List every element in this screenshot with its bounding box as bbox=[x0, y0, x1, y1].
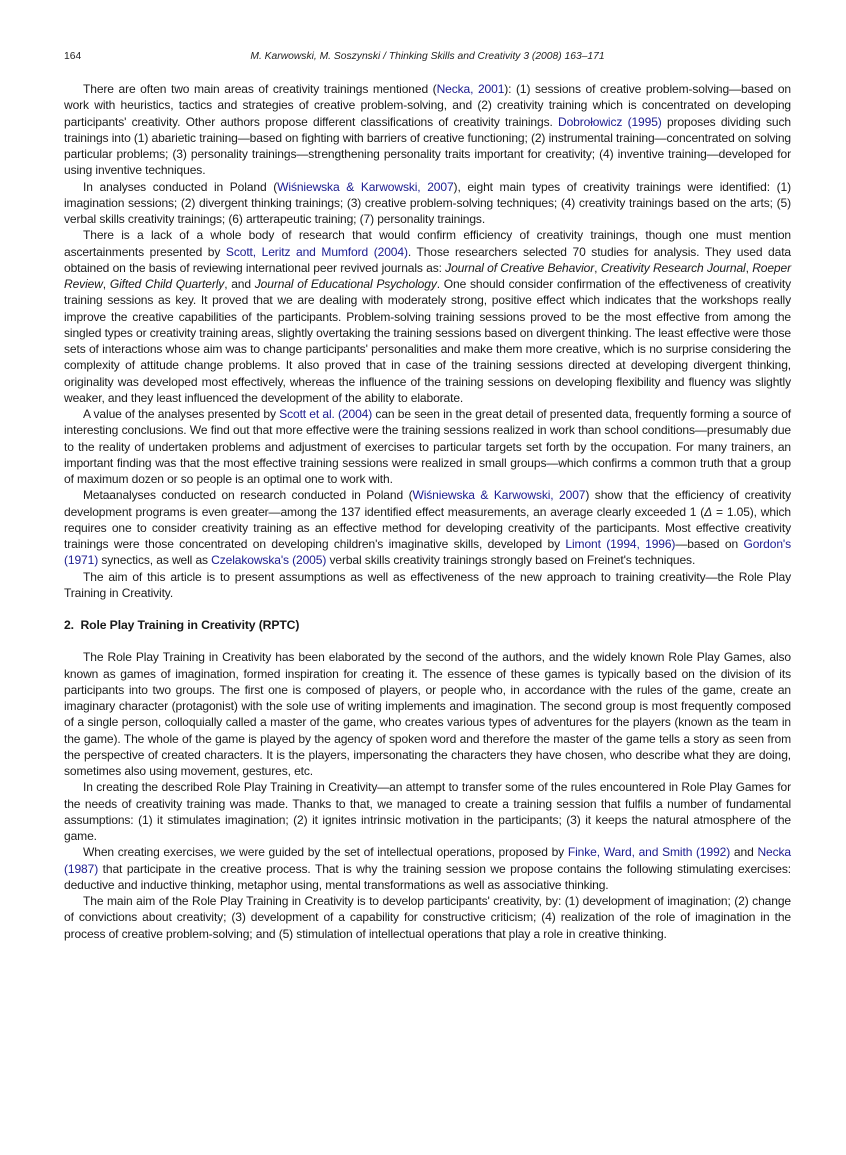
text: verbal skills creativity trainings strongly based on Freinet's techniques. bbox=[326, 553, 696, 568]
paragraph-poland-analyses bbox=[64, 179, 791, 228]
text: In analyses conducted in Poland ( bbox=[83, 179, 278, 194]
citation-link-czelakowska-2005[interactable]: Czelakowska's (2005) bbox=[211, 553, 327, 568]
paragraph-training-areas bbox=[64, 81, 791, 179]
paragraph-rptc-creation bbox=[64, 779, 791, 844]
citation-link-limont[interactable]: Limont (1994, 1996) bbox=[565, 537, 676, 551]
text: . Those researchers selected 70 studies for analysis. They used data obtained on the basis of reviewing international peer revived journals as: bbox=[64, 244, 791, 275]
text: that participate in the creative process. That is why the training session we propose contains the following stimulating exercises: deductive and inductive thinking, metaphor using, mental transformations as well as associative thinking. bbox=[64, 861, 791, 892]
citation-link-necka-2001[interactable]: Necka, 2001 bbox=[436, 82, 505, 96]
journal-page bbox=[64, 51, 792, 941]
text: There are often two main areas of creativity trainings mentioned ( bbox=[83, 82, 437, 96]
text: ): (1) sessions of creative problem-solving—based on work with heuristics, tactics and strategies of creative problem-solving, and (2) creativity training which is concentrated on developing participants' creativity. Other authors propose different classifications of creativity trainings. bbox=[64, 82, 791, 129]
text: , bbox=[102, 277, 110, 291]
delta-symbol: Δ bbox=[704, 504, 713, 519]
text: synectics, as well as bbox=[98, 553, 212, 568]
running-head-citation: M. Karwowski, M. Soszynski / Thinking Skills and Creativity 3 (2008) 163–171 bbox=[250, 51, 605, 62]
paragraph-article-aim bbox=[64, 569, 791, 602]
article-body bbox=[64, 81, 791, 942]
text: proposes dividing such trainings into (1) abarietic training—based on fighting with barriers of creative functioning; (2) instrumental training—concentrated on solving particular problems; (3) personality trainings—strengthening personality traits important for creativity; (4) inventive training—developed for using inventive techniques. bbox=[64, 114, 791, 178]
citation-link-gordon-1971[interactable]: Gordon's (1971) bbox=[64, 537, 791, 568]
section-title: Role Play Training in Creativity (RPTC) bbox=[80, 618, 300, 632]
text: The main aim of the Role Play Training in Creativity is to develop participants' creativity, by: (1) development of imagination; (2) change of convictions about creativity; (3) development of a capability for constructive criticism; (4) realization of the role of imagination in the process of creative problem-solving; and (5) stimulation of intellectual operations that play a role in creative thinking. bbox=[64, 894, 791, 941]
citation-link-necka-1987[interactable]: Necka (1987) bbox=[64, 845, 791, 876]
text: , bbox=[594, 260, 601, 275]
citation-link-wisniewska-2007[interactable]: Wiśniewska & Karwowski, 2007 bbox=[412, 488, 586, 503]
text: A value of the analyses presented by bbox=[83, 407, 280, 421]
section-heading bbox=[64, 617, 791, 633]
section-number: 2. bbox=[64, 618, 74, 632]
running-header bbox=[64, 51, 791, 69]
text: ) show that the efficiency of creativity development programs is even greater—among the 137 identified effect measurements, an average clearly exceeded 1 ( bbox=[64, 488, 791, 519]
text: can be seen in the great detail of presented data, frequently forming a source of interesting conclusions. We find out that more effective were the training sessions realized in work than school conditions—presumably due to the reality of undertaken problems and adjustment of exercises to particular targets set forth by the occupation. For many trainers, an important finding was that the most effective training sessions were realized in small groups—which confirms a common truth that a group of maximum dozen or so people is an optimal one to work with. bbox=[64, 407, 791, 486]
citation-link-finke-1992[interactable]: Finke, Ward, and Smith (1992) bbox=[567, 845, 731, 860]
journal-title: Gifted Child Quarterly bbox=[109, 277, 225, 291]
text: and bbox=[730, 845, 758, 860]
text: . One should consider confirmation of the effectiveness of creativity training sessions as key. It proved that we are dealing with moderately strong, positive effect which indicates that the workshops really improve the creative capabilities of the participants. Problem-solving training sessions proved to be the most effective from among the singled types or creativity training areas, slightly overtaking the training sessions based on divergent thinking. The least effective were those sets of interactions whose aim was to change participants' personalities and make them more creative, which is no surprise considering the complexity of attitude change problems. It also proved that in case of the training sessions directed at developing divergent thinking, originality was developed most effectively, whereas the influence of the training sessions on developing flexibility and fluency was slightly weaker, and they least influenced the development of the ability to elaborate. bbox=[64, 277, 792, 405]
text: ), eight main types of creativity trainings were identified: (1) imagination sessions; (2) divergent thinking trainings; (3) creative problem-solving techniques; (4) creativity trainings based on the arts; (5) verbal skills creativity trainings; (6) artterapeutic training; (7) personality trainings. bbox=[64, 179, 791, 226]
paragraph-main-aim bbox=[64, 893, 791, 942]
page-number: 164 bbox=[64, 51, 82, 62]
citation-link-dobrolowicz-1995[interactable]: Dobrołowicz (1995) bbox=[558, 114, 662, 129]
paragraph-scott-value bbox=[64, 406, 791, 487]
citation-link-wisniewska-2007[interactable]: Wiśniewska & Karwowski, 2007 bbox=[277, 179, 454, 194]
citation-link-scott-et-al-2004[interactable]: Scott et al. (2004) bbox=[279, 407, 373, 421]
text: —based on bbox=[675, 537, 744, 551]
journal-title: Journal of Creative Behavior bbox=[445, 260, 595, 275]
text: Metaanalyses conducted on research conducted in Poland ( bbox=[83, 488, 413, 503]
text: The aim of this article is to present assumptions as well as effectiveness of the new approach to training creativity—the Role Play Training in Creativity. bbox=[64, 569, 791, 600]
paragraph-scott-research bbox=[64, 227, 791, 406]
paragraph-metaanalyses bbox=[64, 487, 791, 568]
text: , and bbox=[224, 277, 255, 291]
paragraph-exercises bbox=[64, 844, 791, 893]
text: The Role Play Training in Creativity has been elaborated by the second of the authors, and the widely known Role Play Games, also known as games of imagination, formed inspiration for creating it. The essence of these games is typically based on the division of its participants into two groups. The first one is composed of players, or people who, in accordance with the rules of the game, create an imaginary character (protagonist) with the sole use of writing implements and imagination. The second group is most frequently composed of a single person, colloquially called a master of the game, who creates various types of adventures for the players (known as the team in the game). The whole of the game is played by the agency of spoken word and therefore the master of the game tells a story as seen from the perspective of created characters. It is the players, impersonating the characters they have chosen, who describe what they are doing, sometimes also using movement, gestures, etc. bbox=[64, 650, 791, 778]
citation-link-scott-2004[interactable]: Scott, Leritz and Mumford (2004) bbox=[225, 244, 408, 259]
text: In creating the described Role Play Training in Creativity—an attempt to transfer some of the rules encountered in Role Play Games for the needs of creativity training was made. Thanks to that, we managed to create a training session that fulfils a number of fundamental assumptions: (1) it stimulates imagination; (2) it ignites intrinsic motivation in the participants; (3) it keeps the natural atmosphere of the game. bbox=[64, 780, 791, 843]
text: There is a lack of a whole body of research that would confirm efficiency of creativity trainings, though one must mention ascertainments presented by bbox=[64, 228, 791, 259]
journal-title: Creativity Research Journal bbox=[600, 260, 746, 275]
journal-title: Roeper Review bbox=[64, 260, 791, 291]
journal-title: Journal of Educational Psychology bbox=[254, 277, 437, 291]
text: When creating exercises, we were guided by the set of intellectual operations, proposed by bbox=[83, 845, 568, 860]
text: = 1.05), which requires one to consider creativity training as an effective method for developing creativity of the participants. Most effective creativity trainings were those concentrated on developing children's imaginative skills, developed by bbox=[64, 504, 791, 551]
text: , bbox=[745, 260, 753, 275]
paragraph-rptc-description bbox=[64, 649, 791, 779]
